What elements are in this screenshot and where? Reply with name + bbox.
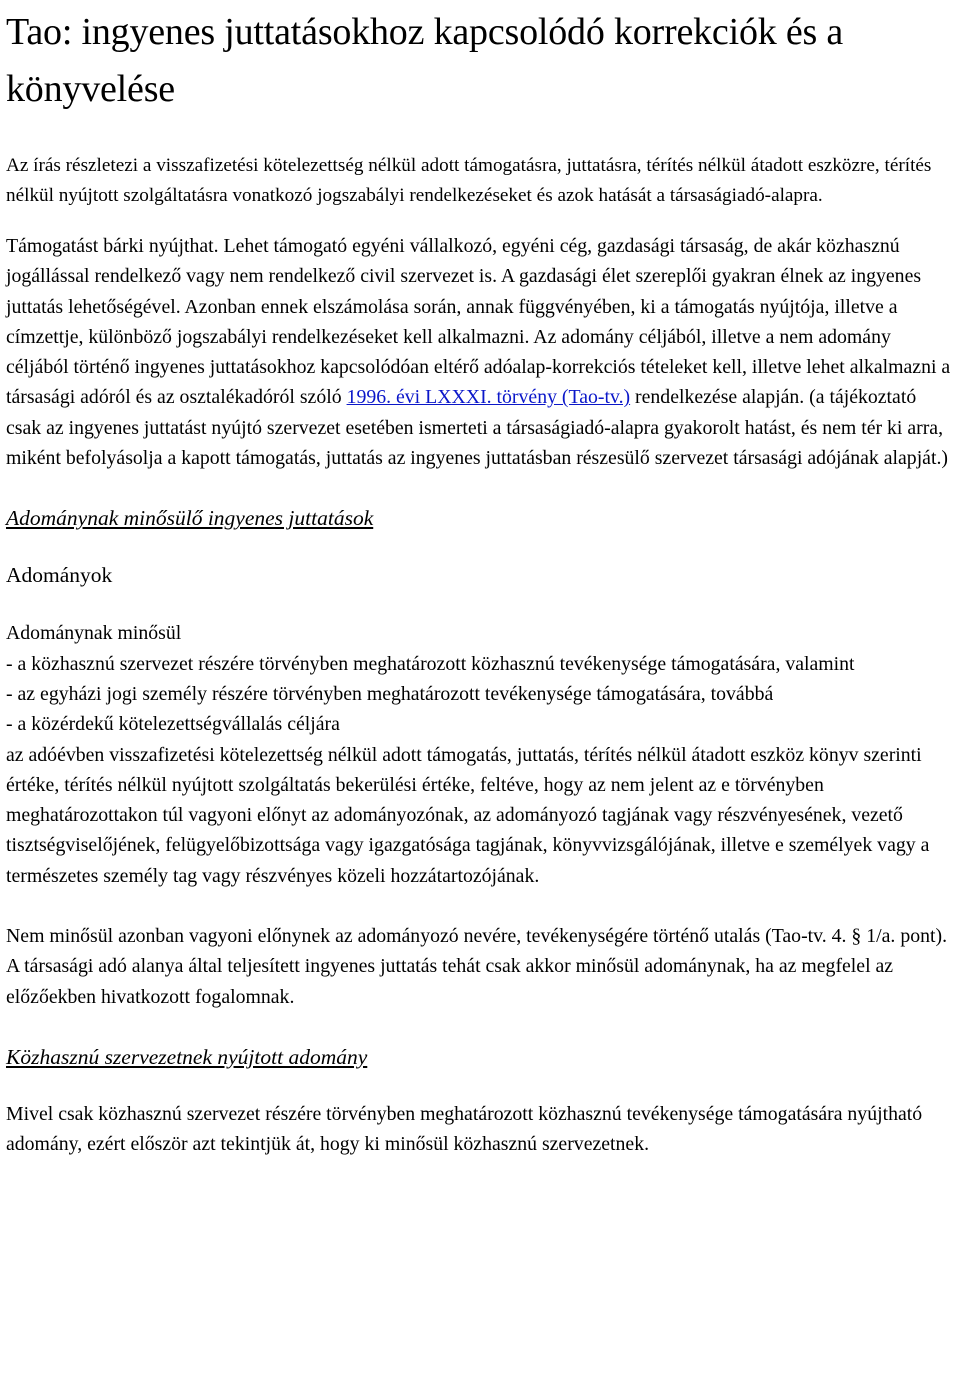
section-heading-kozhasznu: Közhasznú szervezetnek nyújtott adomány <box>6 1044 368 1069</box>
definition-list-item: - a közhasznú szervezet részére törvényben meghatározott közhasznú tevékenysége támogatására, valamint <box>6 652 855 675</box>
not-benefit-paragraph: Nem minősül azonban vagyoni előnynek az adományozó nevére, tevékenységére történő utalás (Tao-tv. 4. § 1/a. pont). <box>6 925 948 948</box>
subheading-adomanyok: Adományok <box>6 563 113 588</box>
section-heading-adomany: Adománynak minősülő ingyenes juttatások <box>6 506 374 531</box>
kozhasznu-paragraph: Mivel csak közhasznú szervezet részére törvényben meghatározott közhasznú tevékenysége támogatására nyújtható adomány, ezért először azt tekintjük át, hogy ki minősül közhasznú szervezetnek. <box>6 1102 923 1156</box>
support-paragraph <box>6 231 952 473</box>
definition-condition: az adóévben visszafizetési kötelezettség nélkül adott támogatás, juttatás, térítés nélkül átadott eszköz könyv szerinti értéke, térítés nélkül nyújtott szolgáltatás bekerülési értéke, feltéve, hogy az nem jelent az e törvényben meghatározottakon túl vagyoni előnyt az adományozónak, az adományozó tagjának vagy részvényesének, vezető tisztségviselőjének, felügyelőbizottsága vagy igazgatósága tagjának, könyvvizsgálójának, illetve e személyek vagy a természetes személy tag vagy részvényes közeli hozzátartozójának. <box>6 743 930 887</box>
adomany-definition-block <box>6 618 952 891</box>
definition-list-item: - az egyházi jogi személy részére törvényben meghatározott tevékenysége támogatására, továbbá <box>6 682 774 705</box>
conclusion-paragraph: A társasági adó alanya által teljesített ingyenes juttatás tehát csak akkor minősül adománynak, ha az megfelel az előzőekben hivatkozott fogalomnak. <box>6 955 894 1008</box>
tao-law-link[interactable]: 1996. évi LXXXI. törvény (Tao-tv.) <box>346 386 631 409</box>
definition-list-item: - a közérdekű kötelezettségvállalás céljára <box>6 713 340 736</box>
definition-line: Adománynak minősül <box>6 622 182 645</box>
support-text-after-link: rendelkezése alapján. (a tájékoztató csak az ingyenes juttatást nyújtó szervezet esetében ismerteti a társaságiadó-alapra gyakorolt hatást, és nem tér ki arra, miként befolyásolja a kapott támogatás, juttatás az ingyenes juttatásban részesülő szervezet társasági adójának alapját.) <box>6 386 948 470</box>
intro-paragraph: Az írás részletezi a visszafizetési kötelezettség nélkül adott támogatásra, juttatásra, térítés nélkül átadott eszközre, térítés nélkül nyújtott szolgáltatásra vonatkozó jogszabályi rendelkezéseket és azok hatását a társaságiadó-alapra. <box>6 155 932 206</box>
page-title: Tao: ingyenes juttatásokhoz kapcsolódó korrekciók és a könyvelése <box>6 11 844 110</box>
support-text-before-link: Támogatást bárki nyújthat. Lehet támogató egyéni vállalkozó, egyéni cég, gazdasági társaság, de akár közhasznú jogállással rendelkező vagy nem rendelkező civil szervezet is. A gazdasági élet szereplői gyakran élnek az ingyenes juttatás lehetőségével. Azonban ennek elszámolása során, annak függvényében, ki a támogatás nyújtója, illetve a címzettje, különböző jogszabályi rendelkezéseket kell alkalmazni. Az adomány céljából, illetve a nem adomány céljából történő ingyenes juttatásokhoz kapcsolódóan eltérő adóalap-korrekciós tételeket kell, illetve lehet alkalmazni a társasági adóról és az osztalékadóról szóló <box>6 235 951 409</box>
